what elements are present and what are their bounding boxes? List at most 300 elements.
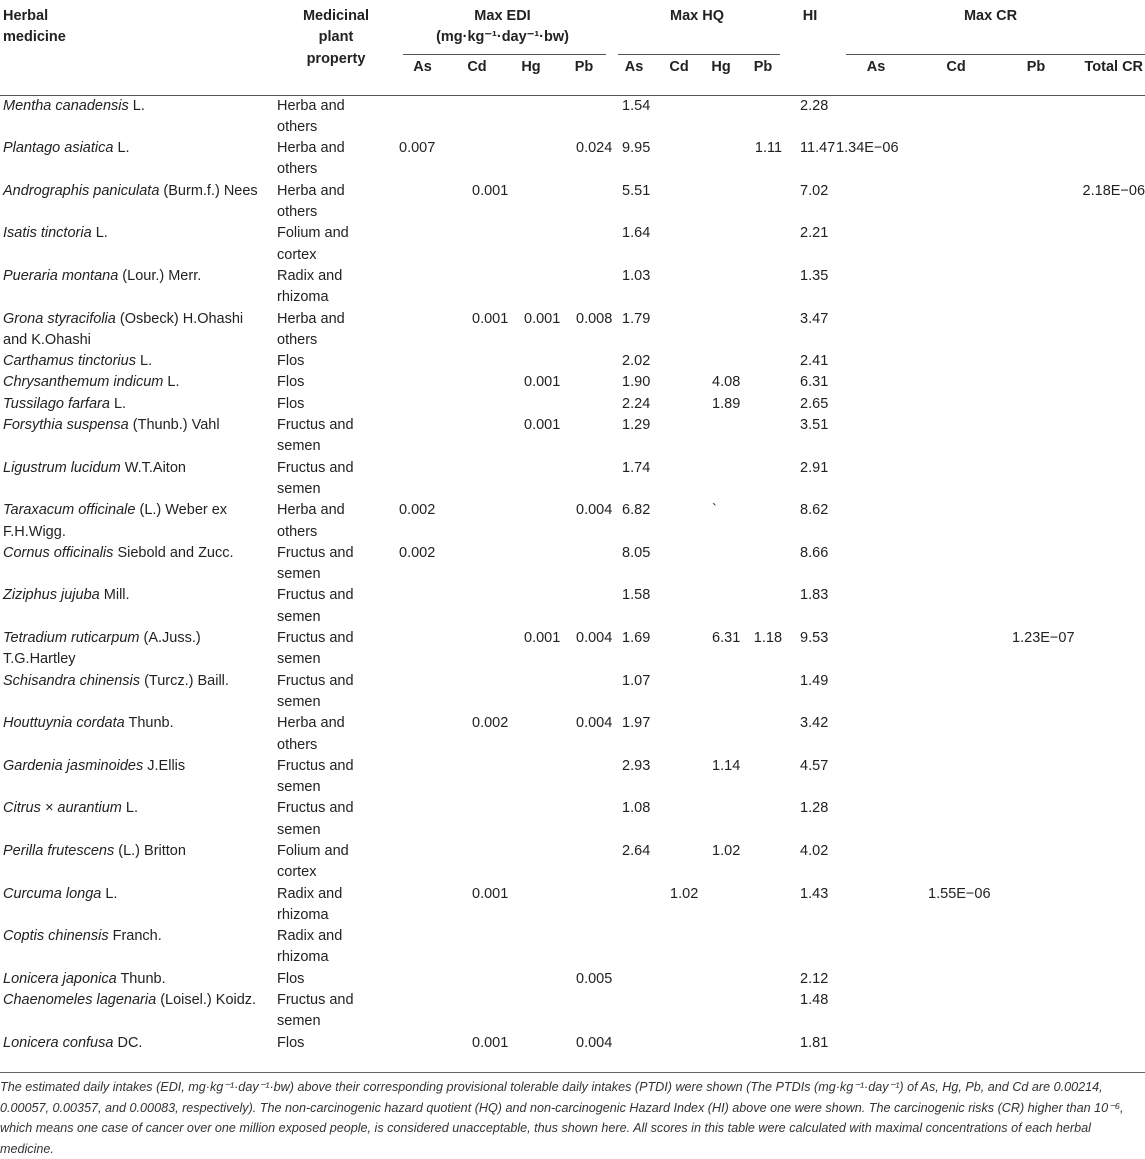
plant-property-cell <box>277 138 395 181</box>
cr-value: 1.23E−07 <box>1012 630 1075 647</box>
herbal-name-line <box>3 1033 277 1054</box>
table-body <box>0 96 1145 1054</box>
cr-value: 1.34E−06 <box>836 140 899 157</box>
herbal-medicine-cell <box>0 181 277 224</box>
edi-value <box>395 671 450 714</box>
hq-value: 1.29 <box>622 417 651 434</box>
hq-value <box>700 351 742 372</box>
cr-value <box>1076 351 1145 372</box>
hq-value <box>658 458 700 501</box>
hq-value: 2.64 <box>622 842 651 859</box>
hq-value <box>658 223 700 266</box>
hq-value <box>700 884 742 927</box>
group-header-max-cr <box>836 6 1145 57</box>
hi-value: 2.41 <box>800 353 829 370</box>
herbal-name-line <box>3 585 277 606</box>
col-header-herbal-medicine <box>0 6 277 91</box>
hq-value: 1.90 <box>622 374 651 391</box>
hi-value: 2.21 <box>800 225 829 242</box>
edi-value: 0.001 <box>524 374 561 391</box>
herbal-name-line <box>3 500 277 521</box>
plant-property-cell <box>277 756 395 799</box>
herbal-name-line <box>3 543 277 564</box>
cr-value <box>1076 138 1145 181</box>
cr-value: 2.18E−06 <box>1082 182 1145 199</box>
cr-value <box>1076 756 1145 799</box>
cr-value <box>996 884 1076 927</box>
species-name: Plantago asiatica <box>3 140 114 157</box>
cr-value <box>916 138 996 181</box>
hi-value: 2.91 <box>800 459 829 476</box>
herbal-name-line <box>3 798 277 819</box>
cr-value <box>1076 500 1145 543</box>
hi-value: 1.43 <box>800 885 829 902</box>
hi-value: 3.51 <box>800 417 829 434</box>
sub-header: Cd <box>946 58 966 75</box>
plant-property-cell <box>277 841 395 884</box>
cr-value <box>996 990 1076 1033</box>
cr-value <box>836 884 916 927</box>
species-author: L. <box>125 800 138 817</box>
cr-value <box>916 181 996 224</box>
property-line: cortex <box>277 864 317 881</box>
herbal-name-line <box>3 138 277 159</box>
cr-value <box>836 372 916 393</box>
group-rule <box>846 54 1145 55</box>
hq-value <box>742 585 784 628</box>
property-line: Flos <box>277 395 305 412</box>
hq-value <box>742 671 784 714</box>
table-footnote: The estimated daily intakes (EDI, mg·kg⁻¹·day⁻¹·bw) above their corresponding provisional tolerable daily intakes (PTDI) were shown (The PTDIs (mg·kg⁻¹·day⁻¹) of As, Hg, Pb, and Cd are 0.00214, 0.00057, 0.00357, and 0.00083, respectively). The non-carcinogenic hazard quotient (HQ) and non-carcinogenic Hazard Index (HI) above one were shown. The carcinogenic risks (CR) higher than 10⁻⁶, which means one case of cancer over one million exposed people, is considered unacceptable, thus shown here. All scores in this table were calculated with maximal concentrations of each herbal medicine. <box>0 1080 1124 1156</box>
herbal-medicine-cell <box>0 500 277 543</box>
hq-value <box>700 96 742 139</box>
edi-value <box>450 990 504 1033</box>
species-name: Mentha canadensis <box>3 97 129 114</box>
property-line: others <box>277 204 318 221</box>
hq-value <box>700 585 742 628</box>
edi-value: 0.001 <box>524 417 561 434</box>
cr-value <box>1076 884 1145 927</box>
cr-value <box>996 138 1076 181</box>
species-author: Franch. <box>112 928 162 945</box>
hq-value: 1.11 <box>754 140 783 157</box>
hq-value <box>700 181 742 224</box>
header-line: plant <box>318 29 354 46</box>
herbal-name-line <box>3 96 277 117</box>
hq-value <box>742 969 784 990</box>
cr-value <box>916 309 996 352</box>
cr-value <box>1076 96 1145 139</box>
herbal-medicine-cell <box>0 223 277 266</box>
cr-value <box>1076 394 1145 415</box>
cr-value <box>836 756 916 799</box>
cr-value <box>996 969 1076 990</box>
plant-property-cell <box>277 969 395 990</box>
cr-value <box>996 671 1076 714</box>
species-author: L. <box>167 374 180 391</box>
sub-header: As <box>866 58 886 75</box>
edi-value <box>558 671 610 714</box>
species-author: L. <box>105 885 118 902</box>
plant-property-cell <box>277 96 395 139</box>
cr-value <box>836 841 916 884</box>
hq-value <box>700 415 742 458</box>
species-author: L. <box>117 140 130 157</box>
hq-value: 1.64 <box>622 225 651 242</box>
hi-value: 8.66 <box>800 544 829 561</box>
col-header-property <box>277 6 395 91</box>
property-line: rhizoma <box>277 949 329 966</box>
edi-value <box>450 585 504 628</box>
edi-value <box>504 96 558 139</box>
property-line: semen <box>277 566 321 583</box>
edi-value: 0.008 <box>576 310 613 327</box>
property-line: Fructus and <box>277 587 354 604</box>
edi-value <box>558 926 610 969</box>
cr-value <box>836 671 916 714</box>
edi-value <box>504 1033 558 1054</box>
table-row <box>0 841 1145 884</box>
hq-value <box>658 756 700 799</box>
hq-value: 1.58 <box>622 587 651 604</box>
table-row <box>0 415 1145 458</box>
edi-value: 0.001 <box>524 310 561 327</box>
edi-value <box>450 798 504 841</box>
edi-value: 0.005 <box>576 970 613 987</box>
species-name: Schisandra chinensis <box>3 672 141 689</box>
hq-value: 6.31 <box>712 630 741 647</box>
property-line: others <box>277 331 318 348</box>
hq-value <box>700 671 742 714</box>
header-line: medicine <box>3 29 66 46</box>
hq-value <box>658 990 700 1033</box>
hq-value <box>742 351 784 372</box>
herbal-name-line <box>3 671 277 692</box>
herbal-name-line <box>3 969 277 990</box>
species-author: (A.Juss.) <box>143 630 201 647</box>
hq-value <box>658 500 700 543</box>
hq-value <box>658 969 700 990</box>
hq-value <box>700 266 742 309</box>
property-line: Herba and <box>277 310 345 327</box>
herbal-medicine-cell <box>0 543 277 586</box>
edi-value <box>558 798 610 841</box>
edi-value <box>450 841 504 884</box>
herbal-name-line <box>3 990 277 1011</box>
cr-value <box>1076 969 1145 990</box>
hq-value: ` <box>712 502 717 519</box>
edi-value <box>395 394 450 415</box>
edi-value <box>504 713 558 756</box>
table-row <box>0 926 1145 969</box>
cr-value <box>916 990 996 1033</box>
property-line: rhizoma <box>277 906 329 923</box>
hq-value: 6.82 <box>622 502 651 519</box>
species-author: Mill. <box>103 587 130 604</box>
species-name: Tussilago farfara <box>3 395 110 412</box>
table-row <box>0 500 1145 543</box>
herbal-name-line <box>3 309 277 330</box>
herbal-medicine-cell <box>0 585 277 628</box>
cr-value <box>1076 415 1145 458</box>
edi-value <box>395 884 450 927</box>
edi-value <box>558 96 610 139</box>
edi-value: 0.002 <box>399 544 436 561</box>
hq-value <box>742 223 784 266</box>
sub-header: Hg <box>521 58 541 75</box>
species-author: L. <box>132 97 145 114</box>
hi-value: 11.47 <box>800 140 836 157</box>
edi-value: 0.004 <box>576 502 613 519</box>
species-author: (Lour.) Merr. <box>122 267 202 284</box>
edi-value <box>395 841 450 884</box>
cr-value <box>1076 671 1145 714</box>
property-line: others <box>277 736 318 753</box>
hq-value: 1.02 <box>670 885 699 902</box>
species-author: L. <box>113 395 127 412</box>
species-name: Citrus × aurantium <box>3 800 122 817</box>
hq-value <box>700 223 742 266</box>
table-row <box>0 181 1145 224</box>
sub-header: Pb <box>1026 58 1046 75</box>
hq-value <box>742 458 784 501</box>
edi-value <box>450 372 504 393</box>
cr-value <box>916 628 996 671</box>
edi-value <box>450 543 504 586</box>
herbal-medicine-cell <box>0 926 277 969</box>
species-name: Gardenia jasminoides <box>3 757 144 774</box>
herbal-medicine-cell <box>0 458 277 501</box>
hq-value <box>742 309 784 352</box>
herbal-medicine-cell <box>0 969 277 990</box>
species-author: J.Ellis <box>147 757 186 774</box>
species-author: (Osbeck) H.Ohashi <box>119 310 244 327</box>
header-line: Medicinal <box>302 8 370 24</box>
cr-value <box>916 266 996 309</box>
hi-value: 1.81 <box>800 1034 829 1051</box>
hq-value <box>610 969 658 990</box>
herbal-medicine-cell <box>0 713 277 756</box>
plant-property-cell <box>277 415 395 458</box>
edi-value <box>395 351 450 372</box>
edi-value <box>395 969 450 990</box>
edi-value <box>504 181 558 224</box>
species-author: Thunb. <box>120 970 166 987</box>
cr-value <box>1076 841 1145 884</box>
edi-value <box>558 841 610 884</box>
species-author: (Burm.f.) Nees <box>163 182 258 199</box>
sub-header: Cd <box>669 58 689 75</box>
cr-value <box>836 543 916 586</box>
cr-value <box>836 266 916 309</box>
table-row <box>0 394 1145 415</box>
species-author-cont: and K.Ohashi <box>3 331 91 348</box>
hq-value <box>742 756 784 799</box>
species-name: Pueraria montana <box>3 267 119 284</box>
edi-value <box>450 266 504 309</box>
hi-value: 2.12 <box>800 970 829 987</box>
cr-value <box>996 926 1076 969</box>
property-line: Folium and <box>277 842 349 859</box>
species-author-cont: F.H.Wigg. <box>3 523 66 540</box>
hq-value <box>700 990 742 1033</box>
edi-value <box>558 756 610 799</box>
edi-value <box>450 458 504 501</box>
edi-value <box>450 138 504 181</box>
plant-property-cell <box>277 458 395 501</box>
hi-value: 4.02 <box>800 842 829 859</box>
property-line: Fructus and <box>277 630 354 647</box>
cr-value <box>1076 266 1145 309</box>
group-header-max-edi <box>395 6 610 57</box>
edi-value <box>504 756 558 799</box>
hi-value: 3.47 <box>800 310 829 327</box>
herbal-name-line <box>3 841 277 862</box>
group-header-max-hq <box>610 6 784 57</box>
hq-value: 1.79 <box>622 310 651 327</box>
group-rule <box>403 54 606 55</box>
edi-value <box>395 628 450 671</box>
property-line: Fructus and <box>277 992 354 1009</box>
plant-property-cell <box>277 543 395 586</box>
hq-value <box>742 926 784 969</box>
species-name: Chrysanthemum indicum <box>3 374 164 391</box>
edi-value <box>450 628 504 671</box>
edi-value <box>504 351 558 372</box>
plant-property-cell <box>277 500 395 543</box>
plant-property-cell <box>277 394 395 415</box>
table-row <box>0 351 1145 372</box>
edi-value <box>395 266 450 309</box>
species-name: Perilla frutescens <box>3 842 115 859</box>
hq-value: 4.08 <box>712 374 741 391</box>
cr-value <box>996 351 1076 372</box>
edi-value <box>395 1033 450 1054</box>
cr-value <box>916 96 996 139</box>
hq-value: 1.14 <box>712 757 741 774</box>
header-line: Max EDI <box>474 8 531 24</box>
edi-value: 0.001 <box>472 1034 509 1051</box>
edi-value <box>558 884 610 927</box>
edi-value <box>395 223 450 266</box>
edi-value <box>558 990 610 1033</box>
cr-value <box>836 585 916 628</box>
edi-value: 0.024 <box>576 140 613 157</box>
table-row <box>0 990 1145 1033</box>
cr-value <box>916 671 996 714</box>
hq-value <box>742 990 784 1033</box>
herbal-medicine-cell <box>0 671 277 714</box>
hq-value <box>700 713 742 756</box>
hq-value: 5.51 <box>622 182 651 199</box>
header-line: Max CR <box>963 8 1018 24</box>
edi-value <box>558 458 610 501</box>
hq-value <box>742 884 784 927</box>
herbal-medicine-cell <box>0 884 277 927</box>
table-row <box>0 266 1145 309</box>
hq-value <box>742 96 784 139</box>
species-author: L. <box>140 353 153 370</box>
hq-value <box>742 1033 784 1054</box>
property-line: semen <box>277 1013 321 1030</box>
hq-value <box>658 351 700 372</box>
plant-property-cell <box>277 671 395 714</box>
cr-value <box>836 181 916 224</box>
edi-value <box>450 969 504 990</box>
hi-value <box>784 926 836 969</box>
edi-value <box>450 756 504 799</box>
edi-value <box>395 372 450 393</box>
plant-property-cell <box>277 266 395 309</box>
table-row <box>0 671 1145 714</box>
edi-value <box>450 351 504 372</box>
property-line: semen <box>277 480 321 497</box>
cr-value <box>836 500 916 543</box>
cr-value <box>1076 458 1145 501</box>
hi-value: 6.31 <box>800 374 829 391</box>
hq-value <box>658 394 700 415</box>
edi-value <box>395 926 450 969</box>
cr-value: 1.55E−06 <box>928 885 991 902</box>
cr-value <box>1076 798 1145 841</box>
hq-value <box>700 969 742 990</box>
cr-value <box>996 756 1076 799</box>
cr-value <box>996 309 1076 352</box>
sub-header: Cd <box>467 58 487 75</box>
cr-value <box>836 415 916 458</box>
herbal-medicine-cell <box>0 138 277 181</box>
hq-value: 1.97 <box>622 715 651 732</box>
hi-value: 3.42 <box>800 715 829 732</box>
species-name: Ligustrum lucidum <box>3 459 121 476</box>
cr-value <box>916 1033 996 1054</box>
property-line: Radix and <box>277 928 343 945</box>
hi-value: 1.35 <box>800 267 829 284</box>
species-author: L. <box>95 225 108 242</box>
species-author: (L.) Britton <box>118 842 186 859</box>
hq-value <box>658 798 700 841</box>
risk-table <box>0 6 1145 1054</box>
herbal-medicine-cell <box>0 351 277 372</box>
species-author: Thunb. <box>128 715 174 732</box>
edi-value <box>395 181 450 224</box>
hq-value <box>700 458 742 501</box>
hq-value <box>700 138 742 181</box>
edi-value <box>504 458 558 501</box>
species-name: Tetradium ruticarpum <box>3 630 140 647</box>
species-author: (Loisel.) Koidz. <box>160 992 257 1009</box>
species-name: Lonicera japonica <box>3 970 117 987</box>
property-line: Fructus and <box>277 800 354 817</box>
cr-value <box>996 458 1076 501</box>
cr-value <box>836 1033 916 1054</box>
table-row <box>0 884 1145 927</box>
hq-value <box>700 543 742 586</box>
edi-value <box>450 394 504 415</box>
plant-property-cell <box>277 628 395 671</box>
cr-value <box>996 798 1076 841</box>
cr-value <box>996 96 1076 139</box>
header-line: property <box>306 50 366 67</box>
edi-value <box>395 756 450 799</box>
hi-value: 9.53 <box>800 630 829 647</box>
edi-value: 0.004 <box>576 715 613 732</box>
cr-value <box>1076 926 1145 969</box>
herbal-name-line <box>3 351 277 372</box>
hq-value <box>742 500 784 543</box>
edi-value <box>504 266 558 309</box>
hq-value: 1.89 <box>712 395 741 412</box>
